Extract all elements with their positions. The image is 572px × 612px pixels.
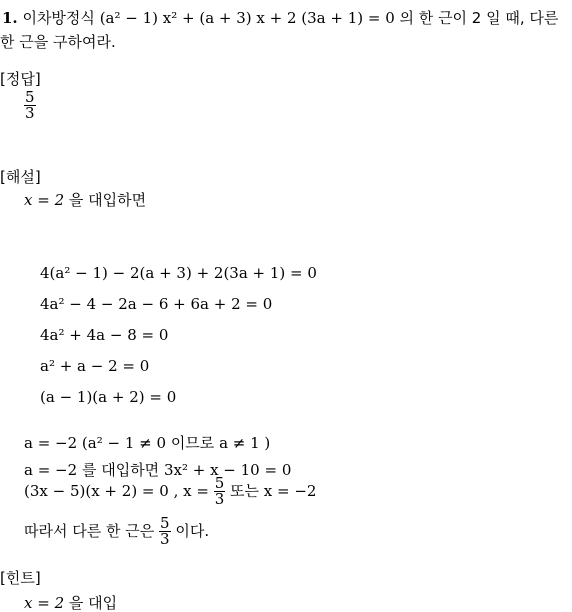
hint-text: 을 대입 <box>68 594 118 612</box>
problem-number: 1. <box>2 9 18 27</box>
solution-a2-math2: 3x² + x − 10 = 0 <box>163 461 292 479</box>
solution-a3-math: (3x − 5)(x + 2) = 0 , x = <box>24 482 209 500</box>
solution-a3-math2: x = −2 <box>263 482 317 500</box>
problem-line-1 <box>2 9 558 27</box>
solution-line-a3 <box>24 476 316 507</box>
problem-line-2: 한 근을 구하여라. <box>0 33 116 51</box>
solution-a3-numerator: 5 <box>214 474 225 492</box>
problem-text-post: 의 한 근이 2 일 때, 다른 <box>399 9 559 27</box>
problem-equation: (a² − 1) x² + (a + 3) x + 2 (3a + 1) = 0 <box>99 9 395 27</box>
solution-header: [해설] <box>0 168 41 186</box>
solution-intro-text: 을 대입하면 <box>68 191 147 209</box>
answer-fraction <box>24 90 36 121</box>
solution-a4-denominator: 3 <box>160 530 170 548</box>
problem-text-pre: 이차방정식 <box>22 9 95 27</box>
solution-a4-text: 따라서 다른 한 근은 <box>24 522 155 540</box>
solution-step-2: 4a² − 4 − 2a − 6 + 6a + 2 = 0 <box>40 295 273 313</box>
solution-a2-text: 를 대입하면 <box>81 461 160 479</box>
answer-header: [정답] <box>0 70 41 88</box>
solution-a3-text: 또는 <box>230 482 260 500</box>
solution-step-5: (a − 1)(a + 2) = 0 <box>40 388 177 406</box>
answer-denominator: 3 <box>25 104 35 122</box>
answer-numerator: 5 <box>25 88 35 106</box>
solution-a4-numerator: 5 <box>160 514 170 532</box>
hint-header: [힌트] <box>0 569 41 587</box>
solution-a1-math: a = −2 (a² − 1 ≠ 0 <box>24 434 167 452</box>
solution-step-4: a² + a − 2 = 0 <box>40 357 150 375</box>
solution-a1-math2: a ≠ 1 ) <box>219 434 271 452</box>
solution-step-1: 4(a² − 1) − 2(a + 3) + 2(3a + 1) = 0 <box>40 264 317 282</box>
solution-a2-math: a = −2 <box>24 461 78 479</box>
solution-intro-math: x = 2 <box>24 191 65 209</box>
solution-a3-denominator: 3 <box>214 490 225 508</box>
solution-a1-text: 이므로 <box>170 434 215 452</box>
solution-line-a1 <box>24 434 270 452</box>
solution-step-3: 4a² + 4a − 8 = 0 <box>40 326 169 344</box>
solution-a4-text2: 이다. <box>175 522 210 540</box>
hint-line <box>24 594 117 612</box>
hint-math: x = 2 <box>24 594 65 612</box>
solution-intro <box>24 191 146 209</box>
solution-line-a4 <box>24 516 209 547</box>
